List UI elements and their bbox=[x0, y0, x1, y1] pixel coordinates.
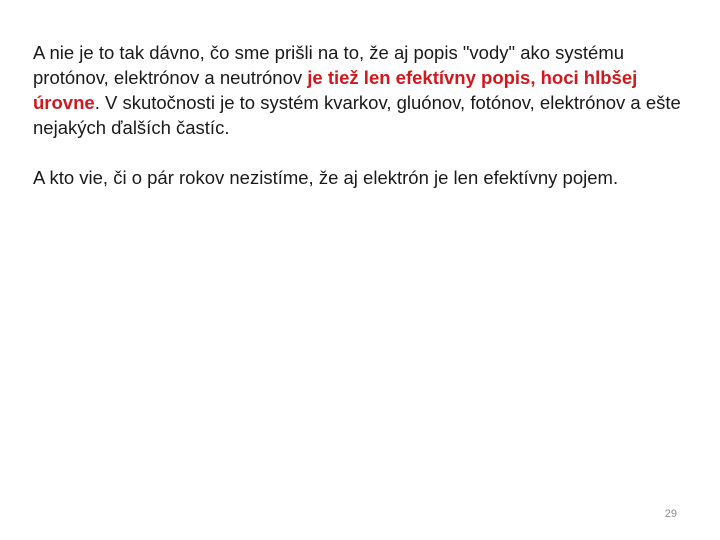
paragraph1-text-after: . V skutočnosti je to systém kvarkov, gluónov, fotónov, elektrónov a ešte nejakých ďalších častíc. bbox=[33, 92, 681, 138]
paragraph1-highlight: je tiež len efektívny popis, hoci hlbšej úrovne bbox=[33, 67, 638, 113]
paragraph1-text-before: A nie je to tak dávno, čo sme prišli na to, že aj popis "vody" ako systému protónov, elektrónov a neutrónov bbox=[33, 42, 625, 88]
page-number: 29 bbox=[664, 508, 677, 520]
paragraph-electron-question bbox=[33, 165, 693, 190]
paragraph-water-description bbox=[33, 40, 693, 140]
slide-content bbox=[33, 40, 693, 190]
paragraph2-text: A kto vie, či o pár rokov nezistíme, že aj elektrón je len efektívny pojem. bbox=[33, 167, 619, 188]
